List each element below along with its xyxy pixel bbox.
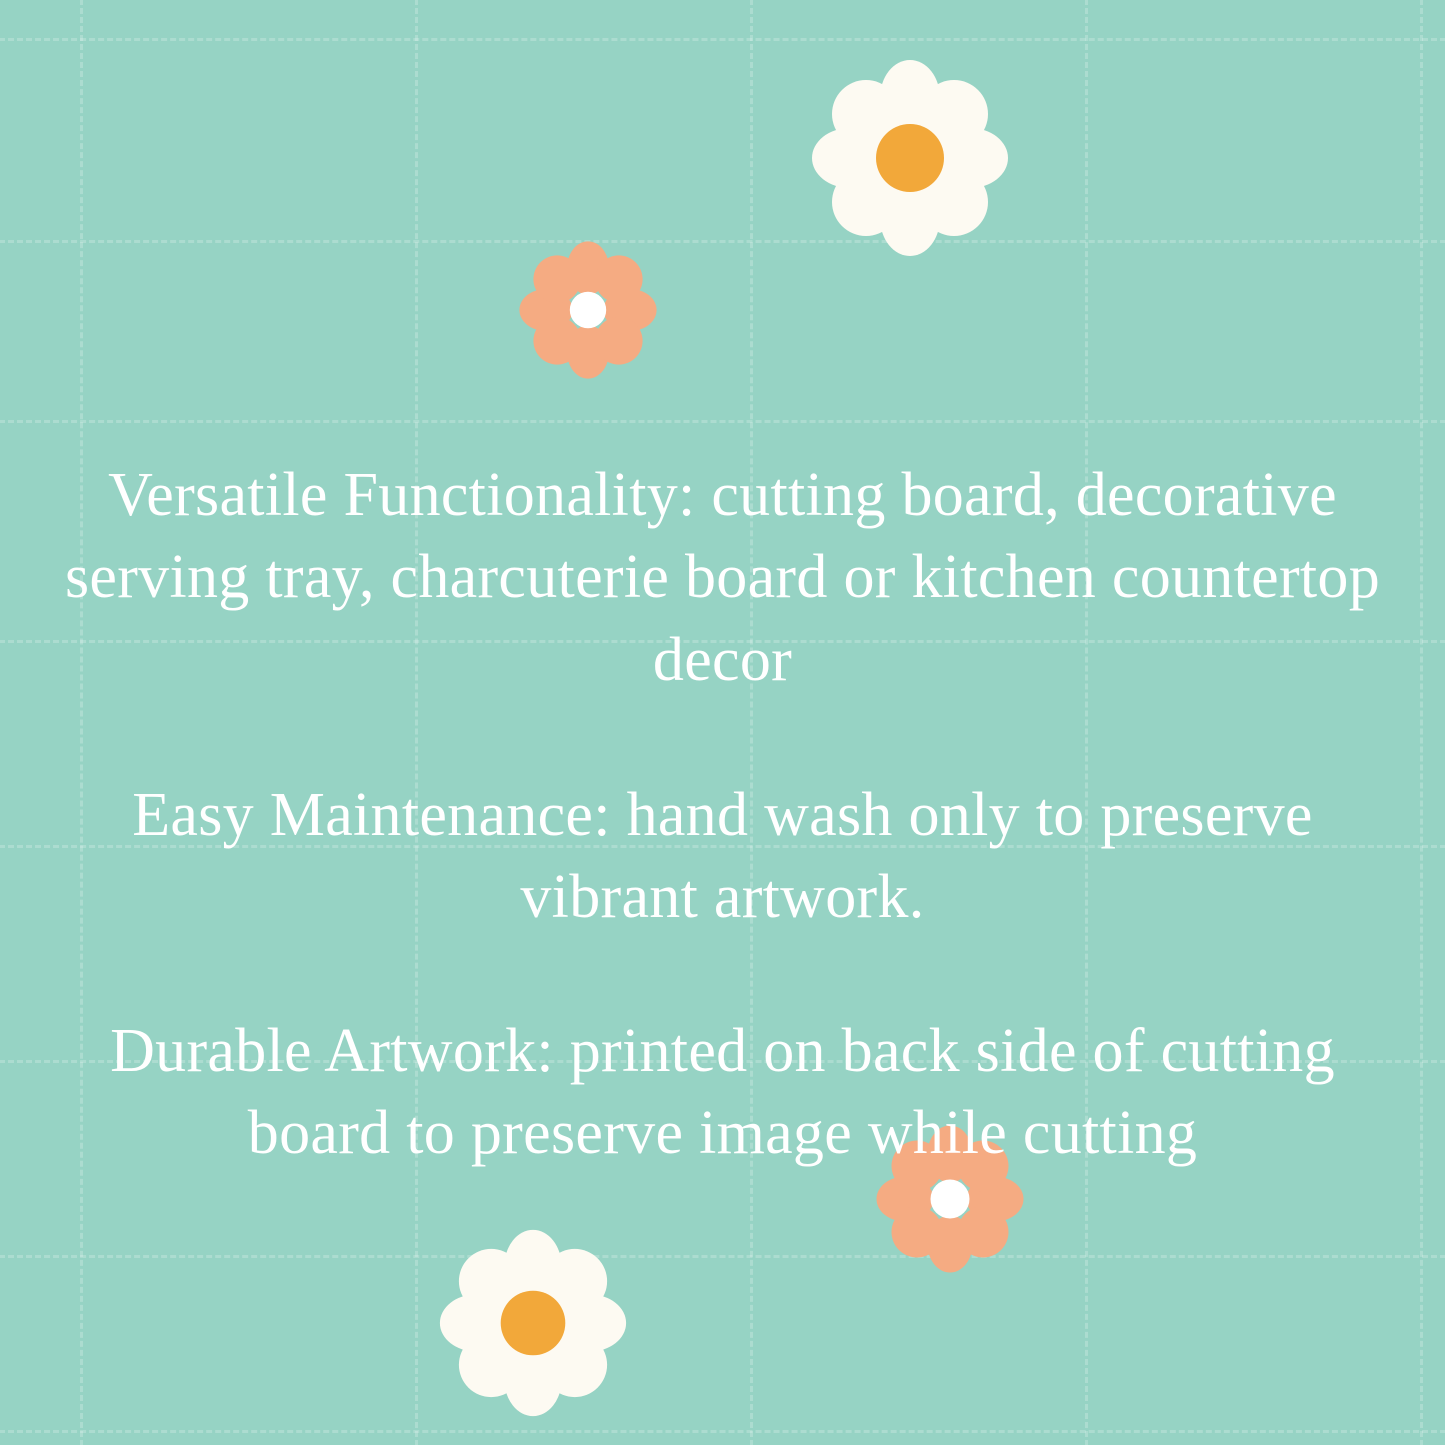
feature-paragraph-easy-maintenance: Easy Maintenance: hand wash only to preserve vibrant artwork. — [132, 781, 1313, 932]
feature-paragraph-versatile-functionality: Versatile Functionality: cutting board, decorative serving tray, charcuterie board or kitchen countertop decor — [64, 461, 1381, 694]
feature-paragraph-durable-artwork: Durable Artwork: printed on back side of cutting board to preserve image while cutting — [110, 1017, 1335, 1168]
